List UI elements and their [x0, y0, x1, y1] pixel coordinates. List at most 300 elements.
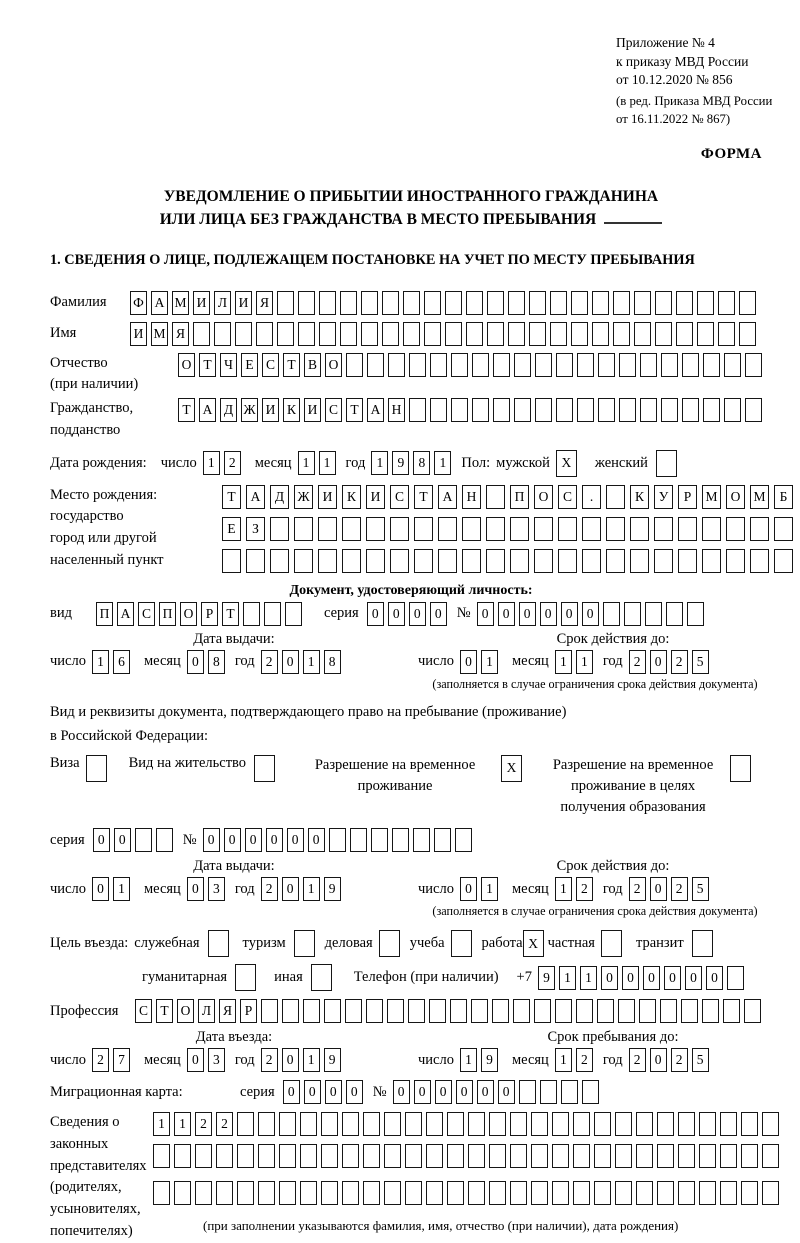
form-cell[interactable]: [235, 964, 256, 991]
form-cell[interactable]: С: [262, 353, 279, 377]
form-cell[interactable]: [270, 517, 289, 541]
form-cell[interactable]: [656, 450, 677, 477]
form-cell[interactable]: [592, 291, 609, 315]
form-cell[interactable]: [174, 1181, 191, 1205]
form-cell[interactable]: [153, 1181, 170, 1205]
form-cell[interactable]: [256, 322, 273, 346]
form-cell[interactable]: М: [151, 322, 168, 346]
form-cell[interactable]: [424, 322, 441, 346]
form-cell[interactable]: [657, 1112, 674, 1136]
form-cell[interactable]: 0: [498, 602, 515, 626]
form-cell[interactable]: 0: [114, 828, 131, 852]
form-cell[interactable]: [424, 291, 441, 315]
form-cell[interactable]: Т: [222, 485, 241, 509]
form-cell[interactable]: Т: [178, 398, 195, 422]
form-cell[interactable]: 7: [113, 1048, 130, 1072]
form-cell[interactable]: [342, 1144, 359, 1168]
form-cell[interactable]: 0: [367, 602, 384, 626]
form-cell[interactable]: [730, 755, 751, 782]
form-cell[interactable]: М: [702, 485, 721, 509]
form-cell[interactable]: 1: [576, 650, 593, 674]
form-cell[interactable]: [277, 322, 294, 346]
form-cell[interactable]: .: [582, 485, 601, 509]
form-cell[interactable]: [552, 1181, 569, 1205]
form-cell[interactable]: [552, 1144, 569, 1168]
form-cell[interactable]: [598, 398, 615, 422]
form-cell[interactable]: [405, 1181, 422, 1205]
form-cell[interactable]: [403, 322, 420, 346]
form-cell[interactable]: [195, 1144, 212, 1168]
form-cell[interactable]: [384, 1144, 401, 1168]
form-cell[interactable]: [387, 999, 404, 1023]
form-cell[interactable]: [619, 398, 636, 422]
form-cell[interactable]: [630, 517, 649, 541]
form-cell[interactable]: [741, 1144, 758, 1168]
form-cell[interactable]: [367, 353, 384, 377]
form-cell[interactable]: [311, 964, 332, 991]
form-cell[interactable]: [531, 1181, 548, 1205]
form-cell[interactable]: [535, 353, 552, 377]
form-cell[interactable]: [246, 549, 265, 573]
form-cell[interactable]: [489, 1112, 506, 1136]
form-cell[interactable]: 0: [460, 877, 477, 901]
form-cell[interactable]: [678, 1144, 695, 1168]
form-cell[interactable]: [615, 1144, 632, 1168]
form-cell[interactable]: 9: [392, 451, 409, 475]
form-cell[interactable]: [298, 322, 315, 346]
form-cell[interactable]: [534, 517, 553, 541]
form-cell[interactable]: 0: [409, 602, 426, 626]
form-cell[interactable]: И: [193, 291, 210, 315]
form-cell[interactable]: 2: [261, 650, 278, 674]
form-cell[interactable]: [462, 549, 481, 573]
form-cell[interactable]: [531, 1144, 548, 1168]
form-cell[interactable]: [606, 485, 625, 509]
form-cell[interactable]: [510, 1144, 527, 1168]
form-cell[interactable]: И: [262, 398, 279, 422]
form-cell[interactable]: 0: [477, 1080, 494, 1104]
form-cell[interactable]: 0: [282, 650, 299, 674]
form-cell[interactable]: [451, 353, 468, 377]
form-cell[interactable]: [639, 999, 656, 1023]
form-cell[interactable]: [279, 1181, 296, 1205]
form-cell[interactable]: [243, 602, 260, 626]
form-cell[interactable]: [598, 353, 615, 377]
form-cell[interactable]: 1: [174, 1112, 191, 1136]
form-cell[interactable]: X: [523, 930, 544, 957]
form-cell[interactable]: 1: [555, 1048, 572, 1072]
form-cell[interactable]: [294, 930, 315, 957]
form-cell[interactable]: [529, 291, 546, 315]
form-cell[interactable]: [615, 1181, 632, 1205]
form-cell[interactable]: 2: [261, 877, 278, 901]
form-cell[interactable]: Р: [201, 602, 218, 626]
form-cell[interactable]: 0: [245, 828, 262, 852]
form-cell[interactable]: 6: [113, 650, 130, 674]
form-cell[interactable]: В: [304, 353, 321, 377]
form-cell[interactable]: 9: [324, 1048, 341, 1072]
form-cell[interactable]: [718, 291, 735, 315]
form-cell[interactable]: [556, 398, 573, 422]
form-cell[interactable]: [319, 291, 336, 315]
form-cell[interactable]: 0: [430, 602, 447, 626]
form-cell[interactable]: [486, 517, 505, 541]
form-cell[interactable]: [319, 322, 336, 346]
form-cell[interactable]: Л: [198, 999, 215, 1023]
form-cell[interactable]: [426, 1181, 443, 1205]
form-cell[interactable]: [573, 1181, 590, 1205]
form-cell[interactable]: [661, 353, 678, 377]
form-cell[interactable]: 0: [187, 650, 204, 674]
form-cell[interactable]: [156, 828, 173, 852]
form-cell[interactable]: [741, 1181, 758, 1205]
form-cell[interactable]: [300, 1112, 317, 1136]
form-cell[interactable]: [726, 517, 745, 541]
form-cell[interactable]: [342, 1112, 359, 1136]
form-cell[interactable]: [624, 602, 641, 626]
form-cell[interactable]: 1: [92, 650, 109, 674]
form-cell[interactable]: [692, 930, 713, 957]
form-cell[interactable]: О: [178, 353, 195, 377]
form-cell[interactable]: [558, 549, 577, 573]
form-cell[interactable]: 2: [629, 1048, 646, 1072]
form-cell[interactable]: П: [159, 602, 176, 626]
form-cell[interactable]: 0: [622, 966, 639, 990]
form-cell[interactable]: [258, 1112, 275, 1136]
form-cell[interactable]: А: [246, 485, 265, 509]
form-cell[interactable]: [558, 517, 577, 541]
form-cell[interactable]: [237, 1181, 254, 1205]
form-cell[interactable]: [636, 1181, 653, 1205]
form-cell[interactable]: [613, 322, 630, 346]
form-cell[interactable]: О: [180, 602, 197, 626]
form-cell[interactable]: [430, 398, 447, 422]
form-cell[interactable]: [451, 930, 472, 957]
form-cell[interactable]: [379, 930, 400, 957]
form-cell[interactable]: 5: [692, 877, 709, 901]
form-cell[interactable]: Т: [156, 999, 173, 1023]
form-cell[interactable]: [384, 1181, 401, 1205]
form-cell[interactable]: Я: [219, 999, 236, 1023]
form-cell[interactable]: [408, 999, 425, 1023]
form-cell[interactable]: [513, 999, 530, 1023]
form-cell[interactable]: [451, 398, 468, 422]
form-cell[interactable]: [739, 291, 756, 315]
form-cell[interactable]: А: [367, 398, 384, 422]
form-cell[interactable]: [510, 517, 529, 541]
form-cell[interactable]: [702, 549, 721, 573]
form-cell[interactable]: Я: [256, 291, 273, 315]
form-cell[interactable]: [724, 398, 741, 422]
form-cell[interactable]: [514, 353, 531, 377]
form-cell[interactable]: 0: [650, 1048, 667, 1072]
form-cell[interactable]: [640, 398, 657, 422]
form-cell[interactable]: 1: [319, 451, 336, 475]
form-cell[interactable]: [681, 999, 698, 1023]
form-cell[interactable]: [745, 398, 762, 422]
form-cell[interactable]: 2: [224, 451, 241, 475]
form-cell[interactable]: 3: [208, 877, 225, 901]
form-cell[interactable]: [329, 828, 346, 852]
form-cell[interactable]: [300, 1181, 317, 1205]
form-cell[interactable]: [601, 930, 622, 957]
form-cell[interactable]: [222, 549, 241, 573]
form-cell[interactable]: [492, 999, 509, 1023]
form-cell[interactable]: 2: [629, 877, 646, 901]
form-cell[interactable]: Ж: [241, 398, 258, 422]
form-cell[interactable]: Т: [346, 398, 363, 422]
form-cell[interactable]: [489, 1144, 506, 1168]
form-cell[interactable]: [594, 1144, 611, 1168]
form-cell[interactable]: П: [510, 485, 529, 509]
form-cell[interactable]: [774, 549, 793, 573]
form-cell[interactable]: [487, 322, 504, 346]
form-cell[interactable]: [438, 517, 457, 541]
form-cell[interactable]: [720, 1144, 737, 1168]
form-cell[interactable]: [540, 1080, 557, 1104]
form-cell[interactable]: Т: [283, 353, 300, 377]
form-cell[interactable]: 2: [216, 1112, 233, 1136]
form-cell[interactable]: Ф: [130, 291, 147, 315]
form-cell[interactable]: Л: [214, 291, 231, 315]
form-cell[interactable]: [468, 1181, 485, 1205]
form-cell[interactable]: [390, 549, 409, 573]
form-cell[interactable]: [493, 353, 510, 377]
form-cell[interactable]: 8: [413, 451, 430, 475]
form-cell[interactable]: [468, 1144, 485, 1168]
form-cell[interactable]: [294, 549, 313, 573]
form-cell[interactable]: У: [654, 485, 673, 509]
form-cell[interactable]: [285, 602, 302, 626]
form-cell[interactable]: [654, 517, 673, 541]
form-cell[interactable]: М: [172, 291, 189, 315]
form-cell[interactable]: [270, 549, 289, 573]
form-cell[interactable]: [636, 1112, 653, 1136]
form-cell[interactable]: [455, 828, 472, 852]
form-cell[interactable]: [744, 999, 761, 1023]
form-cell[interactable]: [472, 353, 489, 377]
form-cell[interactable]: 1: [113, 877, 130, 901]
form-cell[interactable]: [340, 291, 357, 315]
form-cell[interactable]: С: [558, 485, 577, 509]
form-cell[interactable]: [298, 291, 315, 315]
form-cell[interactable]: 0: [582, 602, 599, 626]
form-cell[interactable]: 0: [308, 828, 325, 852]
form-cell[interactable]: 0: [561, 602, 578, 626]
form-cell[interactable]: [702, 999, 719, 1023]
form-cell[interactable]: [519, 1080, 536, 1104]
form-cell[interactable]: [366, 999, 383, 1023]
form-cell[interactable]: [577, 398, 594, 422]
form-cell[interactable]: О: [726, 485, 745, 509]
form-cell[interactable]: Ж: [294, 485, 313, 509]
form-cell[interactable]: [582, 549, 601, 573]
form-cell[interactable]: [153, 1144, 170, 1168]
form-cell[interactable]: 1: [460, 1048, 477, 1072]
form-cell[interactable]: [403, 291, 420, 315]
form-cell[interactable]: 0: [393, 1080, 410, 1104]
form-cell[interactable]: К: [342, 485, 361, 509]
form-cell[interactable]: Т: [222, 602, 239, 626]
form-cell[interactable]: [472, 398, 489, 422]
form-cell[interactable]: [346, 353, 363, 377]
form-cell[interactable]: [447, 1112, 464, 1136]
form-cell[interactable]: [703, 353, 720, 377]
form-cell[interactable]: [699, 1181, 716, 1205]
form-cell[interactable]: [237, 1144, 254, 1168]
form-cell[interactable]: [573, 1112, 590, 1136]
form-cell[interactable]: [654, 549, 673, 573]
form-cell[interactable]: [324, 999, 341, 1023]
form-cell[interactable]: [434, 828, 451, 852]
form-cell[interactable]: [634, 322, 651, 346]
form-cell[interactable]: Е: [222, 517, 241, 541]
form-cell[interactable]: [630, 549, 649, 573]
form-cell[interactable]: [640, 353, 657, 377]
form-cell[interactable]: [366, 517, 385, 541]
form-cell[interactable]: [282, 999, 299, 1023]
form-cell[interactable]: [208, 930, 229, 957]
form-cell[interactable]: 2: [629, 650, 646, 674]
form-cell[interactable]: [466, 322, 483, 346]
form-cell[interactable]: 1: [580, 966, 597, 990]
form-cell[interactable]: [195, 1181, 212, 1205]
form-cell[interactable]: [534, 549, 553, 573]
form-cell[interactable]: [718, 322, 735, 346]
form-cell[interactable]: [489, 1181, 506, 1205]
form-cell[interactable]: [678, 517, 697, 541]
form-cell[interactable]: 0: [282, 877, 299, 901]
form-cell[interactable]: Е: [241, 353, 258, 377]
form-cell[interactable]: 2: [671, 1048, 688, 1072]
form-cell[interactable]: 1: [555, 650, 572, 674]
form-cell[interactable]: С: [325, 398, 342, 422]
form-cell[interactable]: 0: [456, 1080, 473, 1104]
form-cell[interactable]: 9: [538, 966, 555, 990]
form-cell[interactable]: [277, 291, 294, 315]
form-cell[interactable]: [366, 549, 385, 573]
form-cell[interactable]: [384, 1112, 401, 1136]
form-cell[interactable]: [409, 353, 426, 377]
form-cell[interactable]: [726, 549, 745, 573]
form-cell[interactable]: [534, 999, 551, 1023]
form-cell[interactable]: [741, 1112, 758, 1136]
form-cell[interactable]: 2: [576, 1048, 593, 1072]
form-cell[interactable]: 1: [153, 1112, 170, 1136]
form-cell[interactable]: [493, 398, 510, 422]
form-cell[interactable]: [619, 353, 636, 377]
form-cell[interactable]: З: [246, 517, 265, 541]
form-cell[interactable]: [462, 517, 481, 541]
form-cell[interactable]: [445, 291, 462, 315]
form-cell[interactable]: 1: [434, 451, 451, 475]
form-cell[interactable]: О: [534, 485, 553, 509]
form-cell[interactable]: [405, 1144, 422, 1168]
form-cell[interactable]: [597, 999, 614, 1023]
form-cell[interactable]: 0: [650, 877, 667, 901]
form-cell[interactable]: [556, 353, 573, 377]
form-cell[interactable]: 1: [481, 877, 498, 901]
form-cell[interactable]: [699, 1144, 716, 1168]
form-cell[interactable]: [414, 549, 433, 573]
form-cell[interactable]: Д: [220, 398, 237, 422]
form-cell[interactable]: [750, 517, 769, 541]
form-cell[interactable]: [531, 1112, 548, 1136]
form-cell[interactable]: 0: [325, 1080, 342, 1104]
form-cell[interactable]: [261, 999, 278, 1023]
form-cell[interactable]: О: [177, 999, 194, 1023]
form-cell[interactable]: 1: [371, 451, 388, 475]
form-cell[interactable]: [258, 1181, 275, 1205]
form-cell[interactable]: [361, 291, 378, 315]
form-cell[interactable]: 0: [287, 828, 304, 852]
form-cell[interactable]: [510, 549, 529, 573]
form-cell[interactable]: [426, 1112, 443, 1136]
form-cell[interactable]: [603, 602, 620, 626]
form-cell[interactable]: [571, 322, 588, 346]
form-cell[interactable]: [676, 291, 693, 315]
form-cell[interactable]: [447, 1181, 464, 1205]
form-cell[interactable]: [371, 828, 388, 852]
form-cell[interactable]: 0: [92, 877, 109, 901]
form-cell[interactable]: 0: [224, 828, 241, 852]
form-cell[interactable]: 5: [692, 1048, 709, 1072]
form-cell[interactable]: [615, 1112, 632, 1136]
form-cell[interactable]: 3: [208, 1048, 225, 1072]
form-cell[interactable]: 2: [671, 650, 688, 674]
form-cell[interactable]: И: [130, 322, 147, 346]
form-cell[interactable]: [678, 1181, 695, 1205]
form-cell[interactable]: [321, 1112, 338, 1136]
form-cell[interactable]: [279, 1144, 296, 1168]
form-cell[interactable]: 8: [324, 650, 341, 674]
form-cell[interactable]: [342, 549, 361, 573]
form-cell[interactable]: 0: [460, 650, 477, 674]
form-cell[interactable]: [486, 549, 505, 573]
form-cell[interactable]: 0: [435, 1080, 452, 1104]
form-cell[interactable]: [468, 1112, 485, 1136]
form-cell[interactable]: 1: [555, 877, 572, 901]
form-cell[interactable]: [699, 1112, 716, 1136]
form-cell[interactable]: [345, 999, 362, 1023]
form-cell[interactable]: [762, 1181, 779, 1205]
form-cell[interactable]: [438, 549, 457, 573]
form-cell[interactable]: [594, 1112, 611, 1136]
form-cell[interactable]: 2: [92, 1048, 109, 1072]
form-cell[interactable]: [573, 1144, 590, 1168]
form-cell[interactable]: 9: [324, 877, 341, 901]
form-cell[interactable]: 1: [303, 650, 320, 674]
form-cell[interactable]: 2: [671, 877, 688, 901]
form-cell[interactable]: [678, 549, 697, 573]
form-cell[interactable]: 0: [203, 828, 220, 852]
form-cell[interactable]: [279, 1112, 296, 1136]
form-cell[interactable]: Р: [240, 999, 257, 1023]
form-cell[interactable]: 0: [304, 1080, 321, 1104]
form-cell[interactable]: Д: [270, 485, 289, 509]
form-cell[interactable]: Б: [774, 485, 793, 509]
form-cell[interactable]: [687, 602, 704, 626]
form-cell[interactable]: 2: [576, 877, 593, 901]
form-cell[interactable]: [450, 999, 467, 1023]
form-cell[interactable]: [550, 291, 567, 315]
form-cell[interactable]: 0: [93, 828, 110, 852]
form-cell[interactable]: 0: [519, 602, 536, 626]
form-cell[interactable]: 0: [266, 828, 283, 852]
form-cell[interactable]: [414, 517, 433, 541]
form-cell[interactable]: [235, 322, 252, 346]
form-cell[interactable]: [193, 322, 210, 346]
